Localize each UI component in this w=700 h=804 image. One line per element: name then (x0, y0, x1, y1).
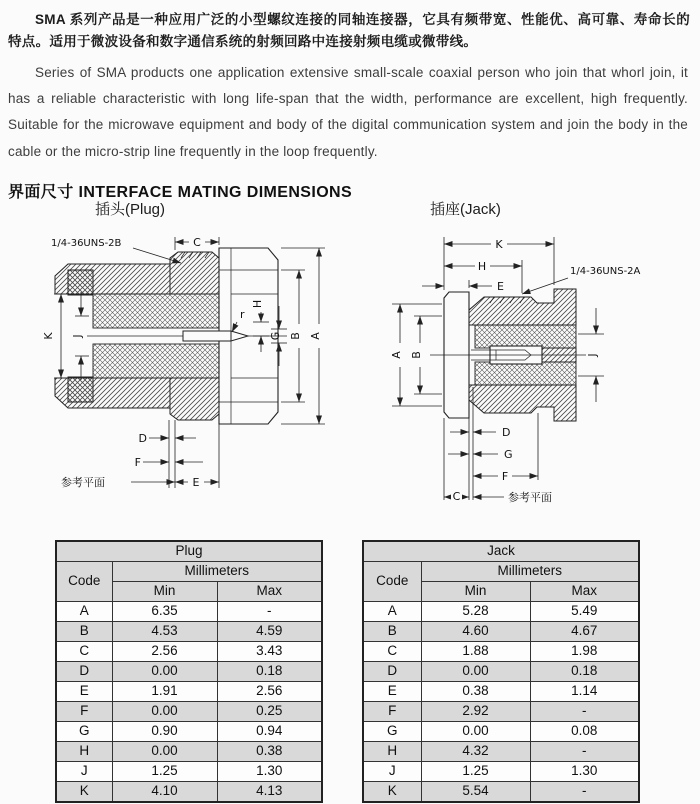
table-row (56, 682, 322, 702)
plug-unit-header: Millimeters (112, 562, 322, 582)
jack-row-G-max: 0.08 (530, 722, 639, 742)
plug-dim-A-label: A (309, 332, 322, 340)
jack-dimensions-table (362, 540, 640, 803)
plug-dim-K-label: K (42, 332, 55, 340)
plug-row-G-code: G (56, 722, 112, 742)
jack-dim-K-label: K (495, 238, 503, 251)
plug-row-C-max: 3.43 (217, 642, 322, 662)
table-row (56, 742, 322, 762)
plug-row-H-code: H (56, 742, 112, 762)
plug-dim-E-label: E (192, 476, 200, 489)
jack-row-J-code: J (363, 762, 421, 782)
plug-dim-J-label: J (71, 334, 84, 338)
section-heading-zh: 界面尺寸 (8, 183, 74, 201)
jack-row-C-max: 1.98 (530, 642, 639, 662)
plug-dim-B-label: B (289, 332, 302, 340)
jack-min-header: Min (421, 582, 530, 602)
plug-row-C-code: C (56, 642, 112, 662)
jack-dim-F-label: F (501, 470, 509, 483)
plug-body-geometry (55, 248, 287, 424)
plug-row-C-min: 2.56 (112, 642, 217, 662)
plug-max-header: Max (217, 582, 322, 602)
jack-dim-B-label: B (410, 351, 423, 359)
plug-table-unit-row (56, 562, 322, 582)
jack-dim-A-label: A (390, 351, 403, 359)
plug-cross-section-drawing (35, 230, 335, 512)
jack-row-B-max: 4.67 (530, 622, 639, 642)
jack-table-title: Jack (363, 541, 639, 562)
plug-dim-H-label: H (251, 299, 264, 309)
plug-row-F-max: 0.25 (217, 702, 322, 722)
jack-ref-plane-label: 参考平面 (508, 492, 552, 504)
plug-dim-G-label: G (269, 331, 282, 341)
plug-row-J-code: J (56, 762, 112, 782)
table-row (56, 602, 322, 622)
plug-row-A-code: A (56, 602, 112, 622)
jack-table-unit-row (363, 562, 639, 582)
jack-row-D-code: D (363, 662, 421, 682)
plug-row-A-max: - (217, 602, 322, 622)
jack-row-F-code: F (363, 702, 421, 722)
jack-row-A-max: 5.49 (530, 602, 639, 622)
jack-row-B-code: B (363, 622, 421, 642)
jack-row-H-min: 4.32 (421, 742, 530, 762)
plug-row-J-max: 1.30 (217, 762, 322, 782)
jack-row-A-code: A (363, 602, 421, 622)
jack-row-E-code: E (363, 682, 421, 702)
plug-row-F-code: F (56, 702, 112, 722)
table-row (56, 642, 322, 662)
plug-dim-C-label: C (193, 236, 201, 249)
plug-row-F-min: 0.00 (112, 702, 217, 722)
plug-row-B-max: 4.59 (217, 622, 322, 642)
plug-row-G-min: 0.90 (112, 722, 217, 742)
section-heading (0, 165, 700, 202)
jack-dim-C-label: C (452, 490, 461, 503)
jack-row-A-min: 5.28 (421, 602, 530, 622)
plug-row-G-max: 0.94 (217, 722, 322, 742)
jack-row-C-min: 1.88 (421, 642, 530, 662)
plug-dim-D-label: D (138, 432, 147, 445)
jack-row-K-code: K (363, 782, 421, 803)
plug-row-H-max: 0.38 (217, 742, 322, 762)
table-row (363, 722, 639, 742)
jack-row-H-code: H (363, 742, 421, 762)
plug-row-E-max: 2.56 (217, 682, 322, 702)
table-row (363, 762, 639, 782)
section-heading-en: INTERFACE MATING DIMENSIONS (78, 183, 353, 201)
jack-row-F-min: 2.92 (421, 702, 530, 722)
jack-dim-D-label: D (502, 426, 511, 439)
plug-dim-r-label: r (240, 308, 245, 321)
jack-max-header: Max (530, 582, 639, 602)
jack-row-G-min: 0.00 (421, 722, 530, 742)
plug-table-title-row (56, 541, 322, 562)
plug-row-K-min: 4.10 (112, 782, 217, 803)
plug-row-K-max: 4.13 (217, 782, 322, 803)
jack-row-H-max: - (530, 742, 639, 762)
table-row (56, 622, 322, 642)
plug-row-D-code: D (56, 662, 112, 682)
jack-dim-J-label: J (586, 353, 599, 357)
table-row (363, 642, 639, 662)
jack-figure-title: 插座(Jack) (430, 201, 501, 218)
table-row (363, 782, 639, 803)
jack-row-K-min: 5.54 (421, 782, 530, 803)
intro-paragraph-en: Series of SMA products one application extensive small-scale coaxial person who join that whorl join, it has a reliable characteristic with long life-span that the width, performance are excellent, high frequently. Suitable for the microwave equipment and body of the digital communication system and join the body in the cable or the micro-strip line frequently in the loop frequently. (8, 64, 688, 159)
jack-row-E-max: 1.14 (530, 682, 639, 702)
jack-row-C-code: C (363, 642, 421, 662)
jack-table-title-row (363, 541, 639, 562)
jack-row-B-min: 4.60 (421, 622, 530, 642)
jack-dim-G-label: G (504, 448, 513, 461)
plug-min-header: Min (112, 582, 217, 602)
jack-row-G-code: G (363, 722, 421, 742)
intro-paragraph-zh: SMA 系列产品是一种应用广泛的小型螺纹连接的同轴连接器，它具有频带宽、性能优、高可靠、寿命长的特点。适用于微波设备和数字通信系统的射频回路中连接射频电缆或微带线。 (8, 12, 690, 49)
table-row (363, 742, 639, 762)
table-row (56, 722, 322, 742)
plug-row-J-min: 1.25 (112, 762, 217, 782)
plug-table-title: Plug (56, 541, 322, 562)
plug-thread-label: 1/4-36UNS-2B (51, 238, 122, 249)
table-row (363, 602, 639, 622)
plug-row-B-code: B (56, 622, 112, 642)
plug-row-K-code: K (56, 782, 112, 803)
jack-row-J-min: 1.25 (421, 762, 530, 782)
jack-row-J-max: 1.30 (530, 762, 639, 782)
plug-ref-plane-label: 参考平面 (61, 477, 105, 489)
jack-code-header: Code (363, 562, 421, 602)
jack-row-F-max: - (530, 702, 639, 722)
table-row (363, 702, 639, 722)
plug-row-D-min: 0.00 (112, 662, 217, 682)
plug-row-B-min: 4.53 (112, 622, 217, 642)
plug-row-A-min: 6.35 (112, 602, 217, 622)
plug-dim-F-label: F (134, 456, 141, 469)
table-row (363, 622, 639, 642)
jack-body-geometry (430, 289, 586, 421)
jack-cross-section-drawing (372, 230, 692, 518)
plug-figure-title: 插头(Plug) (95, 201, 166, 218)
plug-row-D-max: 0.18 (217, 662, 322, 682)
plug-dimensions-table (55, 540, 323, 803)
jack-row-K-max: - (530, 782, 639, 803)
table-row (56, 662, 322, 682)
plug-row-E-code: E (56, 682, 112, 702)
jack-row-E-min: 0.38 (421, 682, 530, 702)
table-row (363, 662, 639, 682)
jack-unit-header: Millimeters (421, 562, 639, 582)
table-row (56, 762, 322, 782)
jack-dim-E-label: E (497, 280, 504, 293)
plug-row-H-min: 0.00 (112, 742, 217, 762)
table-row (56, 702, 322, 722)
plug-code-header: Code (56, 562, 112, 602)
jack-thread-label: 1/4-36UNS-2A (570, 266, 641, 277)
table-row (363, 682, 639, 702)
jack-row-D-max: 0.18 (530, 662, 639, 682)
jack-row-D-min: 0.00 (421, 662, 530, 682)
table-row (56, 782, 322, 803)
jack-dim-H-label: H (477, 260, 487, 273)
plug-row-E-min: 1.91 (112, 682, 217, 702)
